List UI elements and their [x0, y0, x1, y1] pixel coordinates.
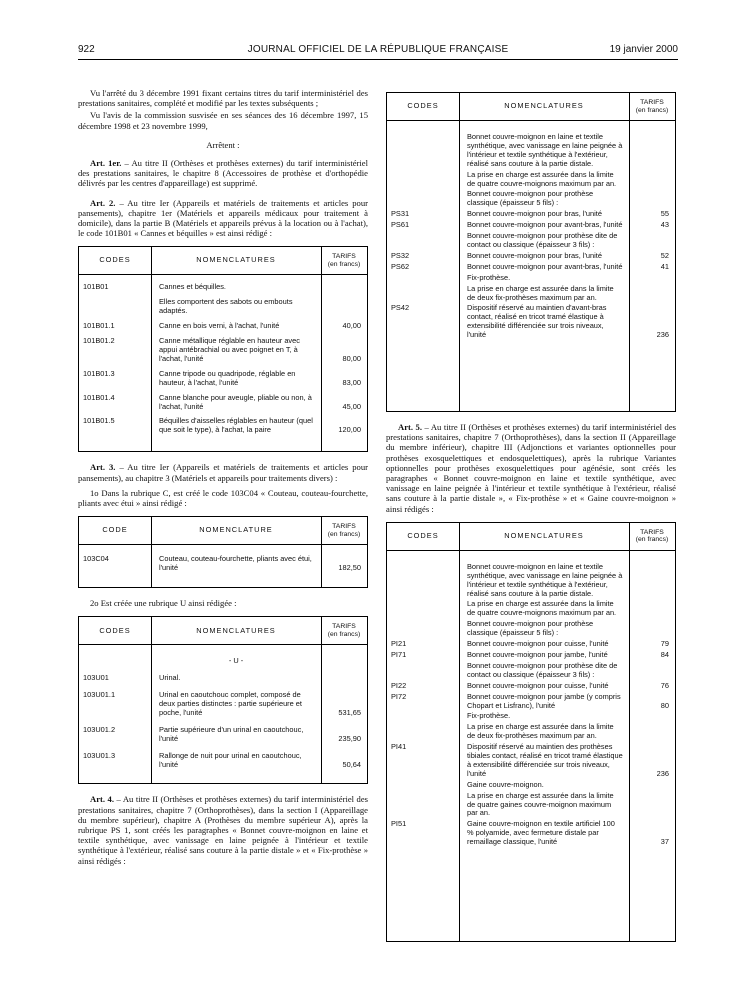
article-1	[78, 158, 368, 189]
row-tarif: 80	[660, 700, 669, 710]
table-body	[79, 275, 367, 435]
table-couteau	[78, 516, 368, 588]
table-row	[387, 563, 675, 599]
page-number: 922	[78, 44, 95, 55]
row-nomenclature: Bonnet couvre-moignon pour bras, l'unité	[467, 209, 602, 219]
table-row	[387, 743, 675, 779]
article-label: Art. 3.	[90, 462, 116, 473]
table-header	[387, 93, 675, 121]
row-code	[387, 190, 459, 208]
article-4	[78, 794, 368, 865]
row-nomenclature: Bonnet couvre-moignon pour prothèse classique (épaisseur 5 fils) :	[467, 189, 594, 208]
row-code	[387, 600, 459, 618]
table-row	[387, 274, 675, 283]
row-nomenclature: Canne blanche pour aveugle, pliable ou non, à l'achat, l'unité	[159, 392, 312, 411]
table-row	[387, 693, 675, 711]
table-urinal	[78, 616, 368, 784]
col-nomenclatures: NOMENCLATURES	[196, 625, 276, 635]
table-row	[387, 304, 675, 340]
row-nomenclature: Bonnet couvre-moignon pour bras, l'unité	[467, 250, 602, 260]
col-nomenclatures: NOMENCLATURES	[504, 530, 584, 540]
col-codes: CODES	[99, 625, 131, 635]
row-code	[387, 563, 459, 599]
article-label: Art. 5.	[398, 422, 422, 432]
table-row	[387, 640, 675, 649]
table-row	[79, 394, 367, 412]
row-tarif: 120,00	[338, 425, 361, 435]
row-nomenclature: La prise en charge est assurée dans la limite de deux fix-prothèses maximum par an.	[467, 722, 614, 741]
col-codes: CODES	[407, 101, 439, 111]
row-nomenclature: Bonnet couvre-moignon pour cuisse, l'unité	[467, 680, 609, 690]
row-nomenclature: Bonnet couvre-moignon pour avant-bras, l'unité	[467, 261, 623, 271]
row-nomenclature: Canne tripode ou quadripode, réglable en hauteur, à l'achat, l'unité	[159, 368, 296, 387]
table-cannes	[78, 246, 368, 452]
row-code: PI21	[391, 639, 407, 649]
table-header	[79, 617, 367, 645]
row-code: 103U01.3	[83, 750, 116, 760]
table-row	[387, 133, 675, 169]
row-code: 103C04	[83, 554, 109, 564]
row-nomenclature: Elles comportent des sabots ou embouts adaptés.	[159, 297, 293, 316]
table-row	[387, 232, 675, 250]
table-header	[79, 517, 367, 545]
row-code: 101B01.2	[83, 336, 115, 346]
table-row	[387, 221, 675, 230]
row-code	[387, 781, 459, 790]
row-code: PI51	[391, 819, 407, 829]
row-nomenclature: Bonnet couvre-moignon pour jambe (y compris Chopart et Lisfranc), l'unité	[467, 691, 621, 710]
table-body	[79, 645, 367, 769]
journal-title: JOURNAL OFFICIEL DE LA RÉPUBLIQUE FRANÇAISE	[247, 44, 509, 55]
table-row	[387, 792, 675, 819]
table-header	[387, 523, 675, 551]
row-code	[387, 620, 459, 638]
table-row	[387, 723, 675, 741]
row-nomenclature: La prise en charge est assurée dans la limite de deux fix-prothèses maximum par an.	[467, 283, 614, 302]
row-nomenclature: Canne métallique réglable en hauteur avec appui antébrachial ou avec poignet en T, à l'achat, l'unité	[159, 336, 300, 363]
row-code	[387, 662, 459, 680]
row-tarif: 236	[656, 768, 669, 778]
row-code	[387, 274, 459, 283]
row-code: 103U01	[83, 673, 109, 683]
paragraph: 1o Dans la rubrique C, est créé le code 103C04 « Couteau, couteau-fourchette, pliants avec étui » ainsi rédigé :	[78, 487, 368, 509]
row-tarif: 83,00	[342, 377, 361, 387]
row-code	[387, 171, 459, 189]
paragraph: 2o Est créée une rubrique U ainsi rédigée :	[90, 598, 237, 609]
row-nomenclature: Bonnet couvre-moignon en laine et textile synthétique, avec vanissage en laine peignée à l'intérieur et textile synthétique à l'extérieur, réalisé sans couture à la partie distale.	[467, 561, 623, 598]
table-row	[387, 620, 675, 638]
row-tarif: 79	[660, 639, 669, 649]
row-nomenclature: La prise en charge est assurée dans la limite de quatre couvre-moignons maximum par an.	[467, 169, 617, 188]
row-nomenclature: Urinal en caoutchouc complet, composé de deux parties distinctes : partie supérieure et poche, l'unité	[159, 690, 302, 718]
table-row	[79, 298, 367, 316]
row-nomenclature: Cannes et béquilles.	[159, 282, 226, 292]
left-column	[78, 88, 368, 868]
row-tarif: 41	[660, 261, 669, 271]
article-text: – Au titre Ier (Appareils et matériels de traitements et articles pour pansements), au chapitre 3 (Matériels et appareils pour traitements divers) :	[78, 462, 369, 483]
table-row	[79, 674, 367, 683]
table-body	[79, 545, 367, 573]
table-header	[79, 247, 367, 275]
row-nomenclature: Dispositif réservé au maintien d'avant-bras contact, réalisé en tricot tramé élastique à extensibilité différenciée sur trois niveaux, l'unité	[467, 303, 607, 340]
table-body	[387, 551, 675, 847]
table-row	[387, 190, 675, 208]
row-nomenclature: Bonnet couvre-moignon pour avant-bras, l'unité	[467, 220, 623, 230]
row-nomenclature: Bonnet couvre-moignon pour prothèse dite de contact ou classique (épaisseur 3 fils) :	[467, 231, 618, 249]
row-nomenclature: Bonnet couvre-moignon pour cuisse, l'unité	[467, 639, 609, 649]
row-code: 103U01.2	[83, 724, 116, 734]
row-tarif: 37	[660, 837, 669, 847]
table-row	[79, 417, 367, 435]
right-column	[386, 92, 676, 952]
col-tarifs: TARIFS (en francs)	[635, 98, 669, 114]
row-code: PI71	[391, 649, 407, 659]
row-code: PS62	[391, 261, 410, 271]
article-text: – Au titre II (Orthèses et prothèses externes) du tarif interministériel des prestations sanitaires, chapitre 7 (Orthoprothèses), dans la section II (Appareillage du membre inférieur), chapitre III (Adjonctions et variantes optionnelles pour prothèses exosquelettiques et endosquelettiques), après la rubrique Variantes optionnelles pour prothèses exosquelettiques pour agénésie, sont créés les paragraphes « Bonnet couvre-moignon en laine et textile synthétique, avec vanissage en laine peignée à l'intérieur et textile synthétique à l'extérieur, réalisé sans couture à la partie distale », « Fix-prothèse » et « Gaine couvre-moignon » ainsi rédigés :	[386, 422, 677, 514]
row-tarif: 43	[660, 220, 669, 230]
row-tarif: 76	[660, 680, 669, 690]
row-tarif: 50,64	[342, 759, 361, 769]
row-tarif: 235,90	[338, 733, 361, 743]
row-code	[387, 723, 459, 741]
row-tarif: 45,00	[342, 401, 361, 411]
col-tarifs: TARIFS (en francs)	[635, 528, 669, 544]
row-code	[387, 712, 459, 721]
col-tarifs: TARIFS (en francs)	[327, 623, 361, 638]
row-code	[387, 792, 459, 819]
table-row	[79, 337, 367, 364]
row-nomenclature: La prise en charge est assurée dans la limite de quatre gaines couvre-moignon maximum par an.	[467, 790, 614, 818]
table-row	[79, 726, 367, 744]
table-row	[79, 555, 367, 573]
table-row	[387, 662, 675, 680]
table-membre-superieur	[386, 92, 676, 412]
row-nomenclature: Rallonge de nuit pour urinal en caoutchouc, l'unité	[159, 750, 302, 769]
row-nomenclature: Gaine couvre-moignon.	[467, 779, 544, 789]
row-code: 101B01.3	[83, 368, 115, 378]
section-label: - U -	[228, 656, 244, 666]
table-body	[387, 121, 675, 340]
article-label: Art. 2.	[90, 197, 116, 208]
table-row	[79, 691, 367, 718]
table-row	[387, 712, 675, 721]
row-tarif: 40,00	[342, 321, 361, 331]
table-row	[79, 283, 367, 292]
row-nomenclature: Bonnet couvre-moignon pour jambe, l'unité	[467, 649, 608, 659]
row-code: PS32	[391, 250, 410, 260]
col-tarifs: TARIFS (en francs)	[327, 253, 361, 268]
row-tarif: 52	[660, 250, 669, 260]
paragraph: Vu l'arrêté du 3 décembre 1991 fixant certains titres du tarif interministériel des prestations sanitaires, complété et modifié par les textes subséquents ;	[78, 88, 368, 109]
article-2	[78, 198, 368, 239]
row-nomenclature: Couteau, couteau-fourchette, pliants avec étui, l'unité	[159, 554, 312, 573]
row-nomenclature: Canne en bois verni, à l'achat, l'unité	[159, 321, 280, 331]
row-code: 103U01.1	[83, 690, 116, 700]
table-row	[79, 752, 367, 770]
table-row	[387, 651, 675, 660]
page-header	[78, 44, 678, 60]
row-code: PI41	[391, 742, 407, 752]
article-label: Art. 1er.	[90, 158, 122, 169]
article-text: – Au titre II (Orthèses et prothèses externes) du tarif interministériel des prestations sanitaires, chapitre 7 (Orthoprothèses), dans la section I (Appareillage du membre supérieur), chapitre A (Prothèses du membre supérieur A), après la rubrique PS 1, sont créés les paragraphes « Bonnet couvre-moignon en laine et textile synthétique, avec vanissage en laine peignée à l'intérieur et textile synthétique à l'extérieur, réalisé sans couture à la partie distale » et « Fix-prothèse » ainsi rédigés :	[78, 794, 369, 866]
col-nomenclatures: NOMENCLATURES	[196, 255, 276, 265]
table-row	[387, 285, 675, 303]
row-code: 101B01.5	[83, 416, 115, 426]
col-nomenclatures: NOMENCLATURES	[504, 101, 584, 111]
row-nomenclature: Fix-prothèse.	[467, 711, 511, 721]
article-text: – Au titre II (Orthèses et prothèses externes) du tarif interministériel des prestations sanitaires, le chapitre 8 (Accessoires de prothèse et d'orthopédie délivrés par les centres d'appareillage) est supprimé.	[78, 158, 369, 189]
article-3	[78, 462, 368, 482]
row-tarif: 55	[660, 209, 669, 219]
row-nomenclature: Partie supérieure d'un urinal en caoutchouc, l'unité	[159, 724, 304, 743]
table-membre-inferieur	[386, 522, 676, 942]
header-rule	[78, 59, 678, 60]
row-tarif: 236	[656, 330, 669, 340]
paragraph: Vu l'avis de la commission susvisée en ses séances des 16 décembre 1997, 15 décembre 1998 et 23 novembre 1999,	[78, 110, 368, 131]
row-code	[387, 285, 459, 303]
row-nomenclature: Bonnet couvre-moignon pour prothèse classique (épaisseur 5 fils) :	[467, 619, 594, 638]
issue-date: 19 janvier 2000	[609, 44, 678, 55]
row-nomenclature: Bonnet couvre-moignon en laine et textile synthétique, avec vanissage en laine peignée à l'intérieur et textile synthétique à l'extérieur, réalisé sans couture à la partie distale.	[467, 132, 623, 168]
table-row	[387, 600, 675, 618]
row-tarif: 84	[660, 649, 669, 659]
row-code	[79, 298, 151, 316]
table-row	[79, 370, 367, 388]
row-code	[387, 133, 459, 169]
article-text: – Au titre Ier (Appareils et matériels de traitements et articles pour pansements), chapitre 1er (Matériels et appareils médicaux pour traitement à domicile), dans la partie B (Matériels et appareils prévus à la location ou à l'achat), le code 101B01 « Cannes et béquilles » est ainsi rédigé :	[78, 197, 369, 239]
row-nomenclature: Urinal.	[159, 673, 181, 683]
row-nomenclature: Bonnet couvre-moignon pour prothèse dite de contact ou classique (épaisseur 3 fils) :	[467, 660, 618, 679]
row-code: 101B01.4	[83, 392, 115, 402]
row-tarif: 531,65	[338, 708, 361, 718]
row-code: 101B01.1	[83, 321, 115, 331]
row-code: PS42	[391, 303, 410, 313]
row-code: PS31	[391, 209, 410, 219]
table-row	[387, 820, 675, 847]
row-code: PI72	[391, 691, 407, 701]
row-nomenclature: Gaine couvre-moignon en textile artificiel 100 % polyamide, avec fermeture distale par remaillage classique, l'unité	[467, 819, 615, 847]
col-nomenclature: NOMENCLATURE	[199, 525, 273, 535]
row-nomenclature: La prise en charge est assurée dans la limite de quatre couvre-moignons maximum par an.	[467, 599, 617, 618]
col-codes: CODES	[99, 255, 131, 265]
table-row	[387, 682, 675, 691]
row-nomenclature: Béquilles d'aisselles réglables en hauteur (quel que soit le type), à l'achat, la paire	[159, 416, 313, 435]
row-nomenclature: Dispositif réservé au maintien des prothèses tibiales contact, réalisé en tricot tramé élastique à extensibilité différenciée sur trois niveaux, l'unité	[467, 742, 623, 778]
table-row	[387, 171, 675, 189]
row-tarif: 80,00	[342, 353, 361, 363]
table-row	[387, 781, 675, 790]
table-row	[387, 252, 675, 261]
article-label: Art. 4.	[90, 794, 114, 805]
table-row	[79, 322, 367, 331]
col-code: CODE	[102, 525, 128, 535]
row-nomenclature: Fix-prothèse.	[467, 272, 511, 282]
article-5	[386, 422, 676, 514]
row-code: 101B01	[83, 282, 109, 292]
row-tarif: 182,50	[338, 563, 361, 573]
col-tarifs: TARIFS (en francs)	[327, 522, 361, 538]
row-code: PI22	[391, 680, 407, 690]
row-code: PS61	[391, 220, 410, 230]
col-codes: CODES	[407, 530, 439, 540]
table-row	[387, 263, 675, 272]
table-row	[387, 210, 675, 219]
row-code	[387, 232, 459, 250]
arretent: Arrêtent :	[206, 139, 240, 150]
